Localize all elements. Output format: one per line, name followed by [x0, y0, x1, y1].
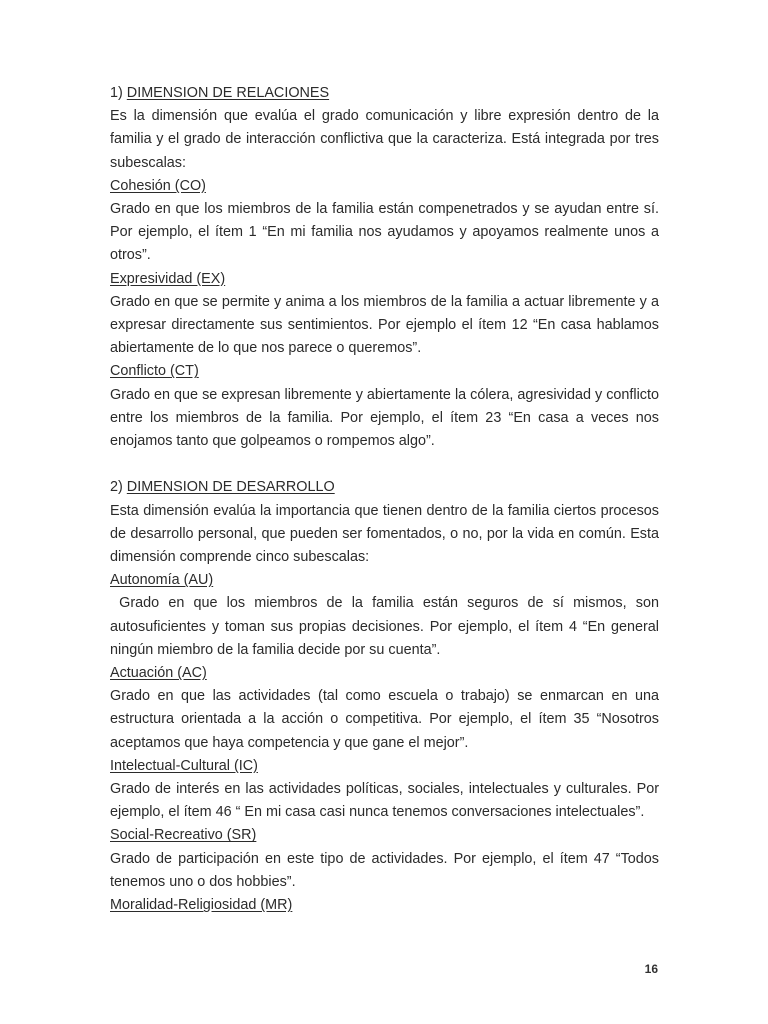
subscale-title: Cohesión (CO) [110, 177, 206, 194]
paragraph-line: Grado de interés en las actividades políticas, sociales, intelectuales y culturales. Por [110, 781, 659, 798]
paragraph-line: tenemos uno o dos hobbies”. [110, 873, 296, 890]
section-number: 2) [110, 479, 127, 496]
paragraph-line: expresar directamente sus sentimientos. Por ejemplo el ítem 12 “En casa hablamos [110, 317, 659, 334]
subscale-title: Conflicto (CT) [110, 363, 199, 380]
paragraph-line: de desarrollo personal, que pueden ser fomentados, o no, por la vida en común. Esta [110, 525, 659, 542]
paragraph-line: estructura orientada a la acción o competitiva. Por ejemplo, el ítem 35 “Nosotros [110, 711, 659, 728]
paragraph-line: ejemplo, el ítem 46 “ En mi casa casi nunca tenemos conversaciones intelectuales”. [110, 804, 645, 821]
section-number: 1) [110, 85, 127, 101]
paragraph-line: autosuficientes y toman sus propias decisiones. Por ejemplo, el ítem 4 “En general [110, 618, 659, 635]
subscale-title: Intelectual-Cultural (IC) [110, 757, 258, 774]
paragraph-line: familia y el grado de interacción conflictiva que la caracteriza. Está integrada por tres [110, 131, 659, 148]
paragraph-line: ningún miembro de la familia decide por su cuenta”. [110, 641, 441, 658]
paragraph-line: Grado en que las actividades (tal como escuela o trabajo) se enmarcan en una [110, 688, 659, 705]
subscale-title: Actuación (AC) [110, 665, 207, 682]
paragraph-line: entre los miembros de la familia. Por ejemplo, el ítem 23 “En casa a veces nos [110, 409, 659, 426]
subscale-title: Social-Recreativo (SR) [110, 827, 257, 844]
paragraph-line: Esta dimensión evalúa la importancia que tienen dentro de la familia ciertos procesos [110, 502, 659, 519]
paragraph-line: Grado de participación en este tipo de actividades. Por ejemplo, el ítem 47 “Todos [110, 850, 659, 867]
subscale-title: Moralidad-Religiosidad (MR) [110, 897, 293, 914]
paragraph-line: Es la dimensión que evalúa el grado comunicación y libre expresión dentro de la [110, 108, 659, 125]
section-heading [110, 476, 659, 499]
paragraph-line: Grado en que los miembros de la familia están compenetrados y se ayudan entre sí. [110, 201, 659, 218]
paragraph-line: dimensión comprende cinco subescalas: [110, 549, 370, 566]
paragraph-line: Grado en que se expresan libremente y abiertamente la cólera, agresividad y conflicto [110, 386, 659, 403]
subscale-title: Autonomía (AU) [110, 572, 214, 589]
paragraph-line: enojamos tanto que golpeamos o rompemos algo”. [110, 433, 435, 450]
paragraph-line: Grado en que los miembros de la familia están seguros de sí mismos, son [110, 595, 659, 612]
section-title: DIMENSION DE DESARROLLO [126, 479, 335, 496]
paragraph-line: Por ejemplo, el ítem 1 “En mi familia nos ayudamos y apoyamos realmente unos a [110, 224, 659, 241]
paragraph-line: aceptamos que haya competencia y que gane el mejor”. [110, 734, 469, 751]
document-body [110, 82, 659, 917]
paragraph-line: otros”. [110, 247, 151, 264]
section-title: DIMENSION DE RELACIONES [126, 85, 330, 101]
section-heading [110, 82, 659, 105]
paragraph-line: abiertamente de lo que nos parece o queremos”. [110, 340, 422, 357]
page-number: 16 [644, 962, 658, 976]
section-spacer [110, 453, 659, 476]
paragraph-line: subescalas: [110, 154, 186, 171]
subscale-title: Expresividad (EX) [110, 270, 226, 287]
paragraph-line: Grado en que se permite y anima a los miembros de la familia a actuar libremente y a [110, 293, 659, 310]
